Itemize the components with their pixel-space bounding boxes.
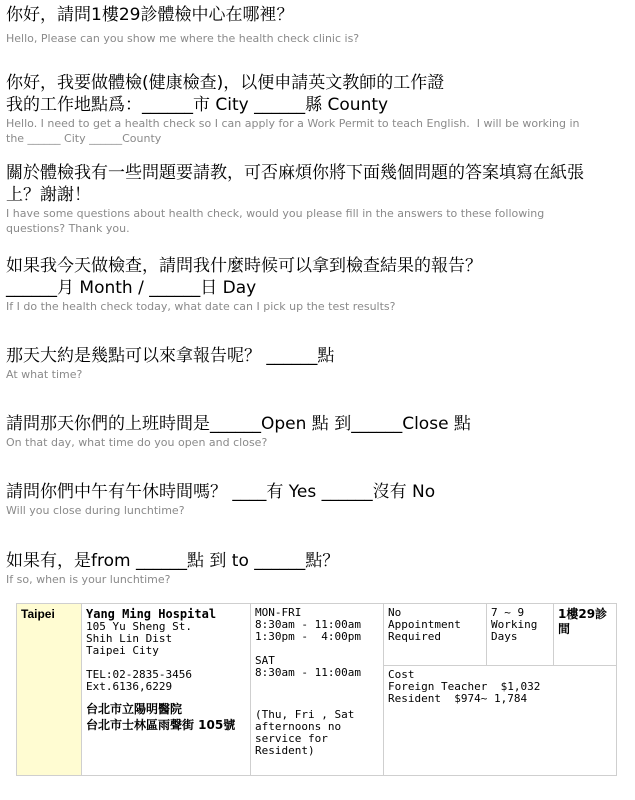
question-en: If I do the health check today, what date can I pick up the test results? bbox=[6, 300, 396, 313]
question-en: Hello. I need to get a health check so I can apply for a Work Permit to teach English. I will be working in the ______ City ______County bbox=[6, 117, 584, 145]
question-4 bbox=[6, 255, 626, 314]
cost-cell bbox=[384, 666, 617, 776]
question-zh-line2: ______月 Month / ______日 Day bbox=[6, 278, 257, 298]
working-days-cell bbox=[487, 604, 554, 666]
appointment-text: No Appointment Required bbox=[388, 606, 461, 643]
question-en: On that day, what time do you open and close? bbox=[6, 436, 268, 449]
hospital-info-table bbox=[16, 603, 617, 776]
city-cell: Taipei bbox=[17, 604, 82, 776]
appointment-cell bbox=[384, 604, 487, 666]
question-en: Will you close during lunchtime? bbox=[6, 504, 185, 517]
question-zh: 如果我今天做檢查，請問我什麼時候可以拿到檢查結果的報告？ bbox=[6, 256, 482, 276]
question-zh: 那天大約是幾點可以來拿報告呢？ ______點 bbox=[6, 346, 335, 366]
room-cell bbox=[554, 604, 617, 666]
question-zh: 關於體檢我有一些問題要請教，可否麻煩你將下面幾個問題的答案填寫在紙張上？謝謝！ bbox=[6, 163, 584, 205]
question-zh: 如果有，是from ______點 到 to ______點？ bbox=[6, 551, 340, 571]
hospital-address: 105 Yu Sheng St. Shih Lin Dist Taipei City bbox=[86, 620, 192, 657]
hospital-cell bbox=[82, 604, 251, 776]
question-zh: 你好，我要做體檢(健康檢查)，以便申請英文教師的工作證 bbox=[6, 73, 445, 93]
question-zh: 你好，請問1樓29診體檢中心在哪裡？ bbox=[6, 5, 294, 25]
hospital-zh-address: 台北市立陽明醫院 台北市士林區雨聲街 105號 bbox=[86, 702, 236, 732]
hours-note: (Thu, Fri , Sat afternoons no service for Resident) bbox=[255, 708, 355, 757]
question-en: At what time? bbox=[6, 368, 83, 381]
hospital-tel: TEL:02-2835-3456 Ext.6136,6229 bbox=[86, 668, 192, 693]
question-2 bbox=[6, 72, 626, 146]
hours-saturday: SAT 8:30am - 11:00am bbox=[255, 654, 361, 679]
question-en: I have some questions about health check, would you please fill in the answers to these following questions? Thank you. bbox=[6, 207, 548, 235]
question-7 bbox=[6, 481, 626, 518]
question-en: Hello, Please can you show me where the health check clinic is? bbox=[6, 32, 360, 45]
working-days-text: 7 ~ 9 Working Days bbox=[491, 606, 538, 643]
question-8 bbox=[6, 550, 626, 587]
hours-weekday: MON-FRI 8:30am - 11:00am 1:30pm - 4:00pm bbox=[255, 606, 361, 643]
question-1 bbox=[6, 4, 626, 46]
hospital-name: Yang Ming Hospital bbox=[86, 607, 217, 621]
cost-text: Cost Foreign Teacher $1,032 Resident $974~ 1,784 bbox=[388, 668, 541, 705]
question-zh-line2: 我的工作地點爲：______市 City ______縣 County bbox=[6, 95, 389, 115]
question-en: If so, when is your lunchtime? bbox=[6, 573, 171, 586]
question-zh: 請問那天你們的上班時間是______Open 點 到______Close 點 bbox=[6, 414, 471, 434]
question-3 bbox=[6, 162, 591, 236]
question-5 bbox=[6, 345, 626, 382]
room-text: 1樓29診間 bbox=[558, 607, 608, 636]
question-zh: 請問你們中午有午休時間嗎？ ____有 Yes ______沒有 No bbox=[6, 482, 436, 502]
question-6 bbox=[6, 413, 626, 450]
hours-cell bbox=[251, 604, 384, 776]
